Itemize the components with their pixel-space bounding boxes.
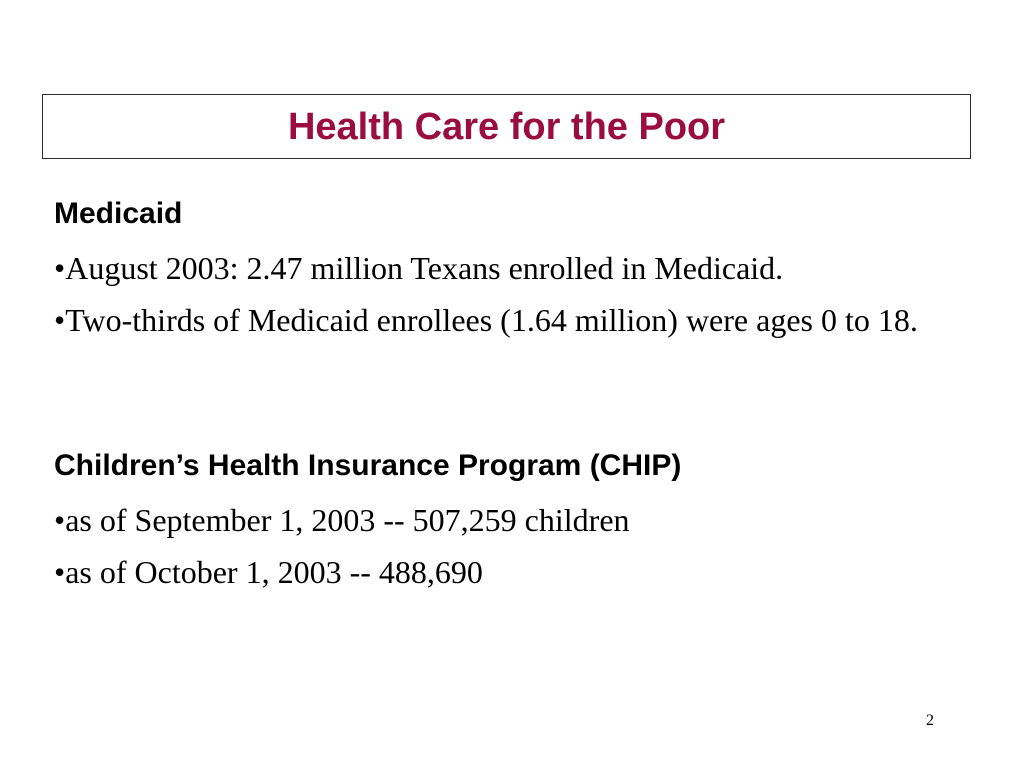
bullet-medicaid-enrollment: •August 2003: 2.47 million Texans enrolled in Medicaid. [54, 250, 784, 286]
bullet-medicaid-children: •Two-thirds of Medicaid enrollees (1.64 million) were ages 0 to 18. [54, 302, 918, 338]
slide-title: Health Care for the Poor [287, 105, 726, 148]
section-heading-medicaid: Medicaid [54, 197, 183, 230]
title-box [42, 94, 971, 159]
bullet-chip-september: •as of September 1, 2003 -- 507,259 children [54, 502, 630, 538]
bullet-chip-october: •as of October 1, 2003 -- 488,690 [54, 554, 483, 590]
section-heading-chip: Children’s Health Insurance Program (CHIP) [54, 449, 682, 482]
page-number: 2 [926, 712, 934, 729]
